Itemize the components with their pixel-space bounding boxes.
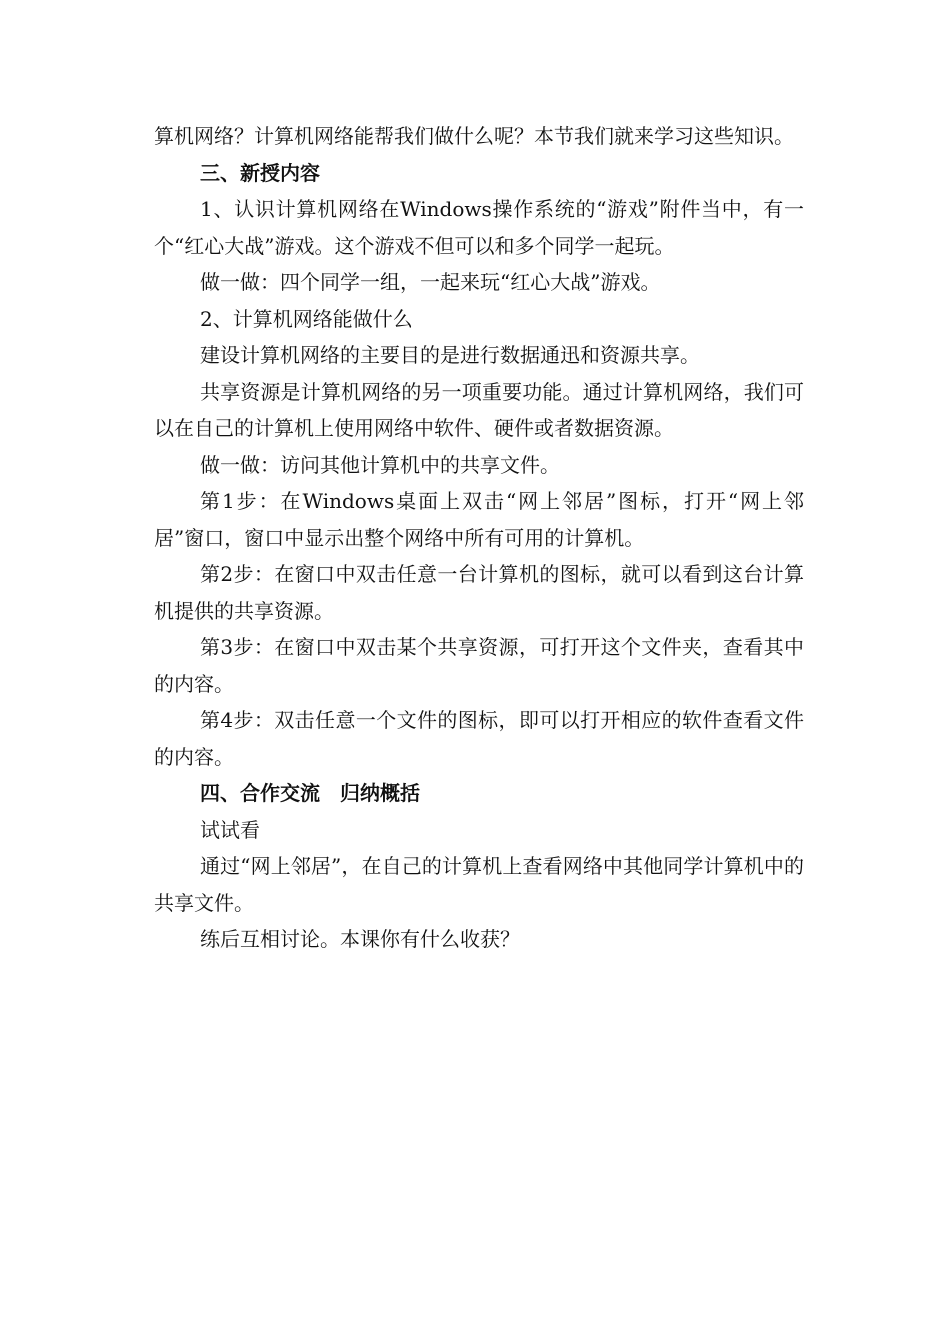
section-heading-cooperation: 四、合作交流 归纳概括 (200, 781, 420, 805)
document-body (154, 118, 804, 958)
section-heading-new-content: 三、新授内容 (200, 160, 320, 185)
paragraph-intro-continued: 算机网络？计算机网络能帮我们做什么呢？本节我们就来学习这些知识。 (154, 124, 794, 148)
subheading-network-uses: 2、计算机网络能做什么 (200, 306, 413, 331)
paragraph-resource-sharing: 共享资源是计算机网络的另一项重要功能。通过计算机网络，我们可以在自己的计算机上使用网络中软件、硬件或者数据资源。 (154, 379, 804, 440)
paragraph-network-game: 1、认识计算机网络在Windows操作系统的“游戏”附件当中，有一个“红心大战”游戏。这个游戏不但可以和多个同学一起玩。 (154, 197, 804, 258)
step-3: 第3步：在窗口中双击某个共享资源，可打开这个文件夹，查看其中的内容。 (154, 635, 804, 696)
step-2: 第2步：在窗口中双击任意一台计算机的图标，就可以看到这台计算机提供的共享资源。 (154, 562, 804, 623)
paragraph-discussion: 练后互相讨论。本课你有什么收获？ (200, 927, 520, 951)
paragraph-network-neighborhood: 通过“网上邻居”，在自己的计算机上查看网络中其他同学计算机中的共享文件。 (154, 854, 804, 915)
step-1: 第1步：在Windows桌面上双击“网上邻居”图标，打开“网上邻居”窗口，窗口中显示出整个网络中所有可用的计算机。 (154, 489, 804, 550)
paragraph-activity-shared-files: 做一做：访问其他计算机中的共享文件。 (200, 452, 560, 477)
paragraph-try-it: 试试看 (200, 817, 260, 842)
step-4: 第4步：双击任意一个文件的图标，即可以打开相应的软件查看文件的内容。 (154, 708, 804, 769)
paragraph-activity-hearts: 做一做：四个同学一组，一起来玩“红心大战”游戏。 (200, 270, 661, 294)
paragraph-network-purpose: 建设计算机网络的主要目的是进行数据通迅和资源共享。 (200, 343, 700, 367)
